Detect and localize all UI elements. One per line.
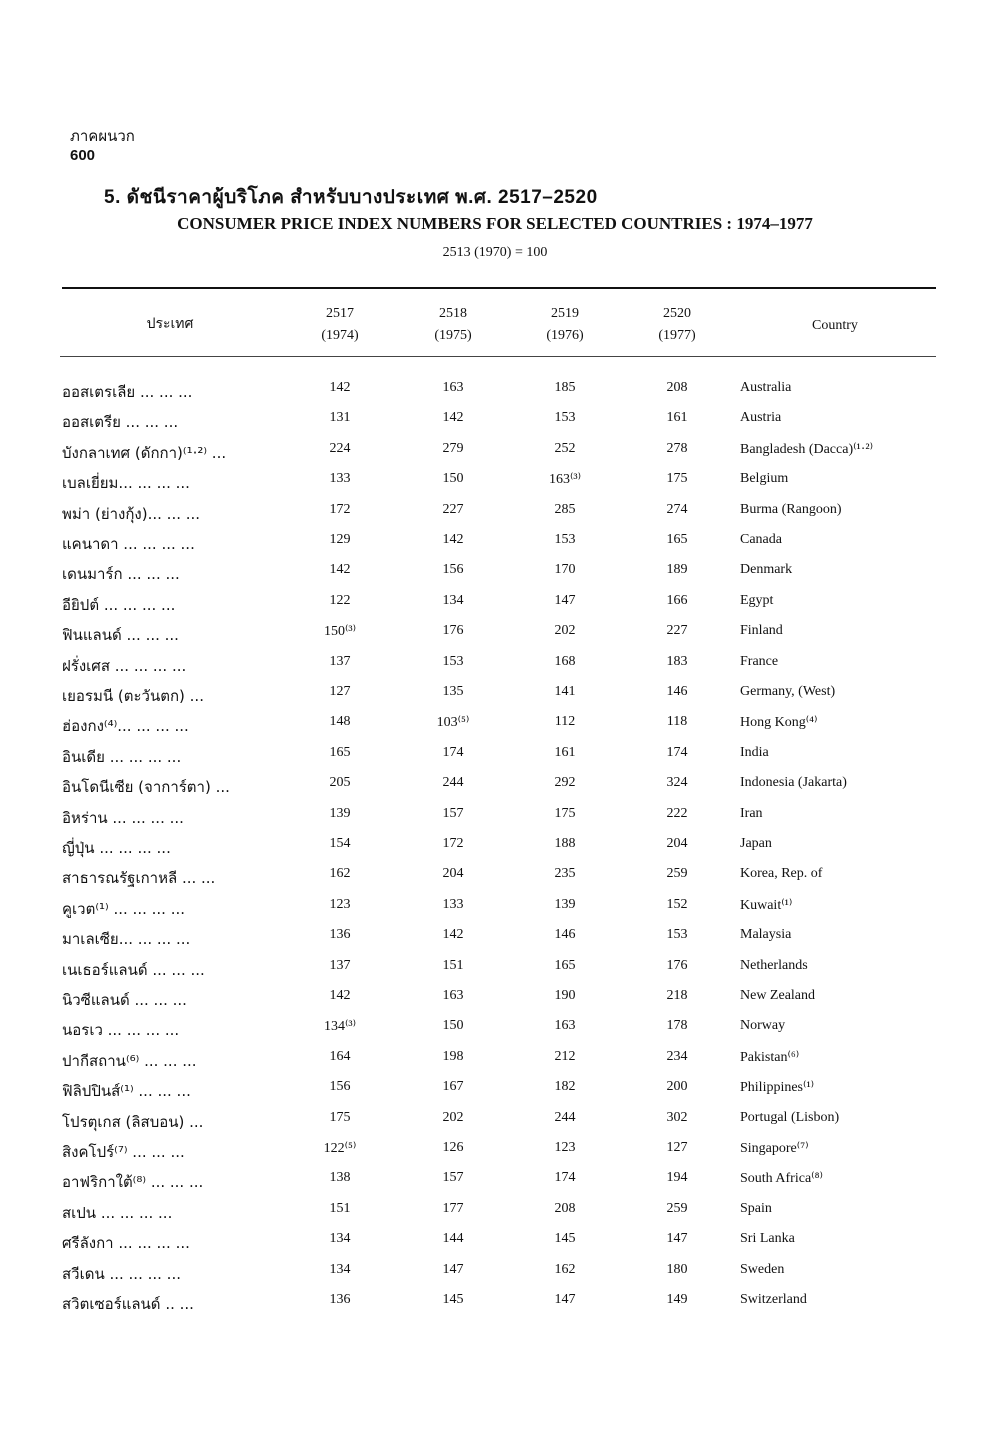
- country-name-th: อาฟริกาใต้⁽⁸⁾ ... ... ...: [62, 1173, 204, 1192]
- value-1977: 218: [666, 988, 688, 1003]
- country-name-en: Australia: [740, 380, 792, 395]
- value-1975: 163: [442, 380, 464, 395]
- country-name-en: France: [740, 653, 779, 669]
- table-row: [0, 714, 990, 744]
- table-row: [0, 1292, 990, 1322]
- value-1974: 172: [329, 501, 351, 517]
- value-1974: 165: [329, 744, 351, 760]
- value-1977: 127: [666, 1140, 688, 1155]
- value-1974: 136: [329, 927, 351, 943]
- value-1977: 278: [666, 440, 688, 456]
- country-name-en: Sweden: [740, 1261, 785, 1277]
- table-row: [0, 471, 990, 501]
- value-1974: 133: [329, 471, 351, 487]
- country-name-en: New Zealand: [740, 988, 816, 1003]
- country-name-th: คูเวต⁽¹⁾ ... ... ... ...: [62, 899, 185, 918]
- value-1975: 227: [442, 501, 464, 517]
- country-name-en: Belgium: [740, 471, 789, 487]
- value-1976: 182: [554, 1079, 576, 1095]
- table-row: [0, 532, 990, 562]
- value-1977: 222: [666, 805, 688, 821]
- country-name-en: Netherlands: [740, 957, 808, 973]
- table-row: [0, 380, 990, 410]
- table-top-rule: [62, 287, 936, 289]
- value-1975: 151: [442, 957, 464, 973]
- value-1974: 224: [329, 440, 351, 456]
- value-1976: 139: [554, 896, 576, 912]
- value-1974: 205: [329, 775, 351, 791]
- value-1974: 150⁽³⁾: [323, 624, 357, 640]
- value-1975: 145: [442, 1292, 464, 1307]
- table-row: [0, 1079, 990, 1109]
- value-1976: 174: [554, 1170, 576, 1186]
- value-1974: 156: [329, 1079, 351, 1095]
- country-name-en: Indonesia (Jakarta): [740, 775, 847, 791]
- country-name-en: Bangladesh (Dacca)⁽¹·²⁾: [740, 441, 874, 457]
- value-1976: 163⁽³⁾: [548, 472, 582, 488]
- country-name-en: Germany, (West): [740, 684, 836, 699]
- country-name-th: นิวซีแลนด์ ... ... ...: [62, 991, 187, 1009]
- country-name-en: Canada: [740, 532, 782, 547]
- value-1974: 154: [329, 836, 351, 851]
- value-1977: 302: [666, 1109, 688, 1125]
- value-1977: 152: [666, 896, 688, 912]
- table-row: [0, 654, 990, 684]
- country-name-th: ฝรั่งเศส ... ... ... ...: [62, 656, 187, 675]
- value-1976: 165: [554, 957, 576, 973]
- value-1974: 139: [329, 805, 351, 821]
- value-1976: 212: [554, 1048, 576, 1064]
- value-1976: 141: [554, 684, 576, 699]
- country-name-th: อียิปต์ ... ... ... ...: [62, 595, 176, 614]
- table-row: [0, 897, 990, 927]
- column-header-country-en: Country: [812, 318, 858, 333]
- value-1975: 244: [442, 775, 464, 791]
- value-1977: 146: [666, 684, 688, 699]
- value-1977: 194: [666, 1170, 688, 1186]
- table-row: [0, 1140, 990, 1170]
- value-1975: 167: [442, 1079, 464, 1095]
- value-1975: 279: [442, 440, 464, 456]
- value-1975: 177: [442, 1200, 464, 1216]
- country-name-th: มาเลเซีย... ... ... ...: [62, 930, 191, 949]
- base-year-note: 2513 (1970) = 100: [442, 245, 548, 260]
- value-1976: 123: [554, 1140, 576, 1155]
- value-1974: 138: [329, 1170, 351, 1186]
- value-1976: 202: [554, 623, 576, 639]
- table-row: [0, 836, 990, 866]
- value-1977: 274: [666, 501, 688, 517]
- value-1974: 164: [329, 1048, 351, 1064]
- value-1976: 185: [554, 380, 576, 395]
- value-1977: 147: [666, 1231, 688, 1247]
- table-row: [0, 1201, 990, 1231]
- value-1976: 147: [554, 1292, 576, 1307]
- value-1975: 157: [442, 805, 464, 821]
- section-label: ภาคผนวก: [70, 127, 135, 145]
- country-name-th: ฟินแลนด์ ... ... ...: [62, 626, 179, 645]
- value-1977: 208: [666, 380, 688, 395]
- value-1975: 172: [442, 836, 464, 851]
- value-1976: 168: [554, 653, 576, 669]
- table-row: [0, 927, 990, 957]
- country-name-en: India: [740, 744, 769, 760]
- value-1975: 157: [442, 1170, 464, 1186]
- column-header-country-th: ประเทศ: [146, 316, 194, 332]
- value-1974: 162: [329, 866, 351, 882]
- country-name-en: Malaysia: [740, 927, 792, 943]
- value-1976: 153: [554, 410, 576, 426]
- country-name-th: สวีเดน ... ... ... ...: [62, 1264, 181, 1283]
- value-1976: 252: [554, 440, 576, 456]
- column-header-1974: 2517 (1974): [321, 306, 359, 343]
- page-header: [70, 126, 135, 166]
- country-name-th: แคนาดา ... ... ... ...: [62, 535, 195, 553]
- value-1977: 165: [666, 532, 688, 547]
- value-1977: 227: [666, 623, 688, 639]
- value-1975: 163: [442, 988, 464, 1003]
- value-1975: 147: [442, 1261, 464, 1277]
- table-row: [0, 1262, 990, 1292]
- value-1977: 161: [666, 410, 688, 426]
- title-english: CONSUMER PRICE INDEX NUMBERS FOR SELECTED COUNTRIES : 1974–1977: [177, 214, 813, 233]
- country-name-en: South Africa⁽⁸⁾: [740, 1171, 823, 1187]
- header-divider: [60, 356, 936, 357]
- value-1975: 133: [442, 896, 464, 912]
- table-row: [0, 410, 990, 440]
- country-name-en: Egypt: [740, 592, 774, 608]
- table-row: [0, 958, 990, 988]
- value-1976: 147: [554, 592, 576, 608]
- country-name-th: เนเธอร์แลนด์ ... ... ...: [62, 960, 205, 979]
- country-name-en: Hong Kong⁽⁴⁾: [740, 715, 818, 731]
- value-1977: 153: [666, 927, 688, 943]
- country-name-en: Norway: [740, 1018, 786, 1034]
- country-name-th: นอรเว ... ... ... ...: [62, 1021, 180, 1040]
- value-1977: 183: [666, 653, 688, 669]
- value-1974: 123: [329, 896, 351, 912]
- value-1977: 180: [666, 1261, 688, 1277]
- country-name-en: Denmark: [740, 562, 793, 578]
- value-1977: 166: [666, 592, 688, 608]
- value-1977: 189: [666, 562, 688, 578]
- country-name-en: Finland: [740, 623, 783, 639]
- value-1976: 170: [554, 562, 576, 578]
- table-row: [0, 593, 990, 623]
- country-name-en: Iran: [740, 805, 763, 821]
- table-row: [0, 988, 990, 1018]
- value-1974: 134: [329, 1261, 351, 1277]
- page-number: 600: [70, 147, 96, 164]
- value-1975: 174: [442, 744, 464, 760]
- value-1974: 134: [329, 1231, 351, 1247]
- value-1974: 129: [329, 532, 351, 547]
- country-name-en: Burma (Rangoon): [740, 501, 842, 517]
- value-1977: 178: [666, 1018, 688, 1034]
- value-1976: 292: [554, 775, 576, 791]
- table-row: [0, 866, 990, 896]
- country-name-en: Philippines⁽¹⁾: [740, 1080, 815, 1096]
- country-name-th: สาธารณรัฐเกาหลี ... ...: [62, 869, 216, 888]
- table-row: [0, 684, 990, 714]
- table-row: [0, 1231, 990, 1261]
- value-1976: 188: [554, 836, 576, 851]
- value-1976: 153: [554, 532, 576, 547]
- value-1974: 131: [329, 410, 351, 426]
- value-1977: 259: [666, 866, 688, 882]
- country-name-th: ญี่ปุ่น ... ... ... ...: [62, 839, 171, 857]
- table-row: [0, 806, 990, 836]
- value-1975: 142: [442, 410, 464, 426]
- country-name-th: ฟิลิปปินส์⁽¹⁾ ... ... ...: [62, 1082, 191, 1101]
- country-name-th: เดนมาร์ก ... ... ...: [62, 565, 180, 584]
- country-name-th: พม่า (ย่างกุ้ง)... ... ...: [62, 504, 201, 523]
- country-name-en: Korea, Rep. of: [740, 866, 823, 882]
- value-1975: 142: [442, 927, 464, 943]
- value-1976: 161: [554, 744, 576, 760]
- value-1975: 198: [442, 1048, 464, 1064]
- table-row: [0, 441, 990, 471]
- value-1976: 208: [554, 1200, 576, 1216]
- table-row: [0, 745, 990, 775]
- value-1976: 244: [554, 1109, 576, 1125]
- value-1975: 204: [442, 866, 464, 882]
- value-1975: 153: [442, 653, 464, 669]
- value-1976: 190: [554, 988, 576, 1003]
- value-1976: 146: [554, 927, 576, 943]
- country-name-th: ปากีสถาน⁽⁶⁾ ... ... ...: [62, 1051, 197, 1070]
- country-name-th: โปรตุเกส (ลิสบอน) ...: [62, 1112, 204, 1131]
- value-1977: 174: [666, 744, 688, 760]
- country-name-th: เยอรมนี (ตะวันตก) ...: [62, 687, 204, 705]
- value-1977: 234: [666, 1048, 688, 1064]
- value-1974: 127: [329, 684, 351, 699]
- value-1977: 175: [666, 471, 688, 487]
- country-name-th: อินโดนีเซีย (จาการ์ตา) ...: [62, 778, 230, 797]
- value-1974: 142: [329, 988, 351, 1003]
- value-1976: 145: [554, 1231, 576, 1247]
- value-1977: 200: [666, 1079, 688, 1095]
- column-header-1976: 2519 (1976): [546, 306, 584, 343]
- value-1977: 149: [666, 1292, 688, 1307]
- value-1977: 204: [666, 836, 688, 851]
- value-1974: 137: [329, 653, 351, 669]
- value-1975: 176: [442, 623, 464, 639]
- country-name-en: Singapore⁽⁷⁾: [740, 1141, 809, 1156]
- country-name-th: ฮ่องกง⁽⁴⁾... ... ... ...: [62, 717, 189, 736]
- value-1974: 142: [329, 562, 351, 578]
- value-1976: 285: [554, 501, 576, 517]
- value-1975: 150: [442, 471, 464, 487]
- value-1976: 162: [554, 1261, 576, 1277]
- table-row: [0, 1049, 990, 1079]
- country-name-th: เบลเยี่ยม... ... ... ...: [62, 474, 190, 493]
- value-1975: 142: [442, 532, 464, 547]
- country-name-th: อินเดีย ... ... ... ...: [62, 747, 182, 766]
- country-name-en: Switzerland: [740, 1292, 807, 1307]
- value-1977: 176: [666, 957, 688, 973]
- table-row: [0, 775, 990, 805]
- value-1976: 175: [554, 805, 576, 821]
- column-header-1975: 2518 (1975): [434, 306, 472, 343]
- table-row: [0, 623, 990, 653]
- value-1975: 150: [442, 1018, 464, 1034]
- table-row: [0, 1170, 990, 1200]
- value-1975: 134: [442, 592, 464, 608]
- country-name-th: สเปน ... ... ... ...: [62, 1203, 173, 1222]
- value-1975: 103⁽⁵⁾: [436, 715, 470, 731]
- value-1977: 324: [666, 775, 688, 791]
- country-name-th: อิหร่าน ... ... ... ...: [62, 808, 184, 827]
- value-1977: 259: [666, 1200, 688, 1216]
- country-name-en: Austria: [740, 410, 782, 426]
- country-name-th: บังกลาเทศ (ดักกา)⁽¹·²⁾ ...: [62, 443, 227, 462]
- country-name-th: ออสเตรีย ... ... ...: [62, 413, 179, 432]
- value-1975: 202: [442, 1109, 464, 1125]
- value-1976: 235: [554, 866, 576, 882]
- title-thai: 5. ดัชนีราคาผู้บริโภค สำหรับบางประเทศ พ.ศ. 2517–2520: [104, 187, 598, 208]
- column-header-1977: 2520 (1977): [658, 306, 696, 343]
- value-1976: 112: [554, 714, 576, 730]
- country-name-th: ออสเตรเลีย ... ... ...: [62, 383, 193, 401]
- country-name-th: ศรีลังกา ... ... ... ...: [62, 1234, 190, 1253]
- value-1974: 134⁽³⁾: [323, 1019, 357, 1035]
- country-name-en: Portugal (Lisbon): [740, 1109, 840, 1125]
- country-name-en: Japan: [740, 836, 772, 851]
- value-1975: 144: [442, 1231, 464, 1247]
- value-1974: 142: [329, 380, 351, 395]
- country-name-en: Sri Lanka: [740, 1231, 795, 1247]
- country-name-en: Spain: [740, 1200, 772, 1216]
- value-1977: 118: [666, 714, 688, 730]
- value-1974: 122: [329, 592, 351, 608]
- table-row: [0, 562, 990, 592]
- country-name-th: สิงคโปร์⁽⁷⁾ ... ... ...: [62, 1143, 185, 1161]
- value-1975: 135: [442, 684, 464, 699]
- value-1974: 137: [329, 957, 351, 973]
- value-1974: 175: [329, 1109, 351, 1125]
- value-1974: 122⁽⁵⁾: [323, 1141, 357, 1156]
- value-1974: 151: [329, 1200, 351, 1216]
- value-1975: 156: [442, 562, 464, 578]
- table-row: [0, 502, 990, 532]
- value-1974: 148: [329, 714, 351, 730]
- country-name-en: Kuwait⁽¹⁾: [740, 897, 793, 913]
- country-name-en: Pakistan⁽⁶⁾: [740, 1049, 800, 1065]
- value-1974: 136: [329, 1292, 351, 1307]
- value-1976: 163: [554, 1018, 576, 1034]
- country-name-th: สวิตเซอร์แลนด์ .. ...: [62, 1295, 194, 1313]
- table-row: [0, 1110, 990, 1140]
- table-row: [0, 1018, 990, 1048]
- value-1975: 126: [442, 1140, 464, 1155]
